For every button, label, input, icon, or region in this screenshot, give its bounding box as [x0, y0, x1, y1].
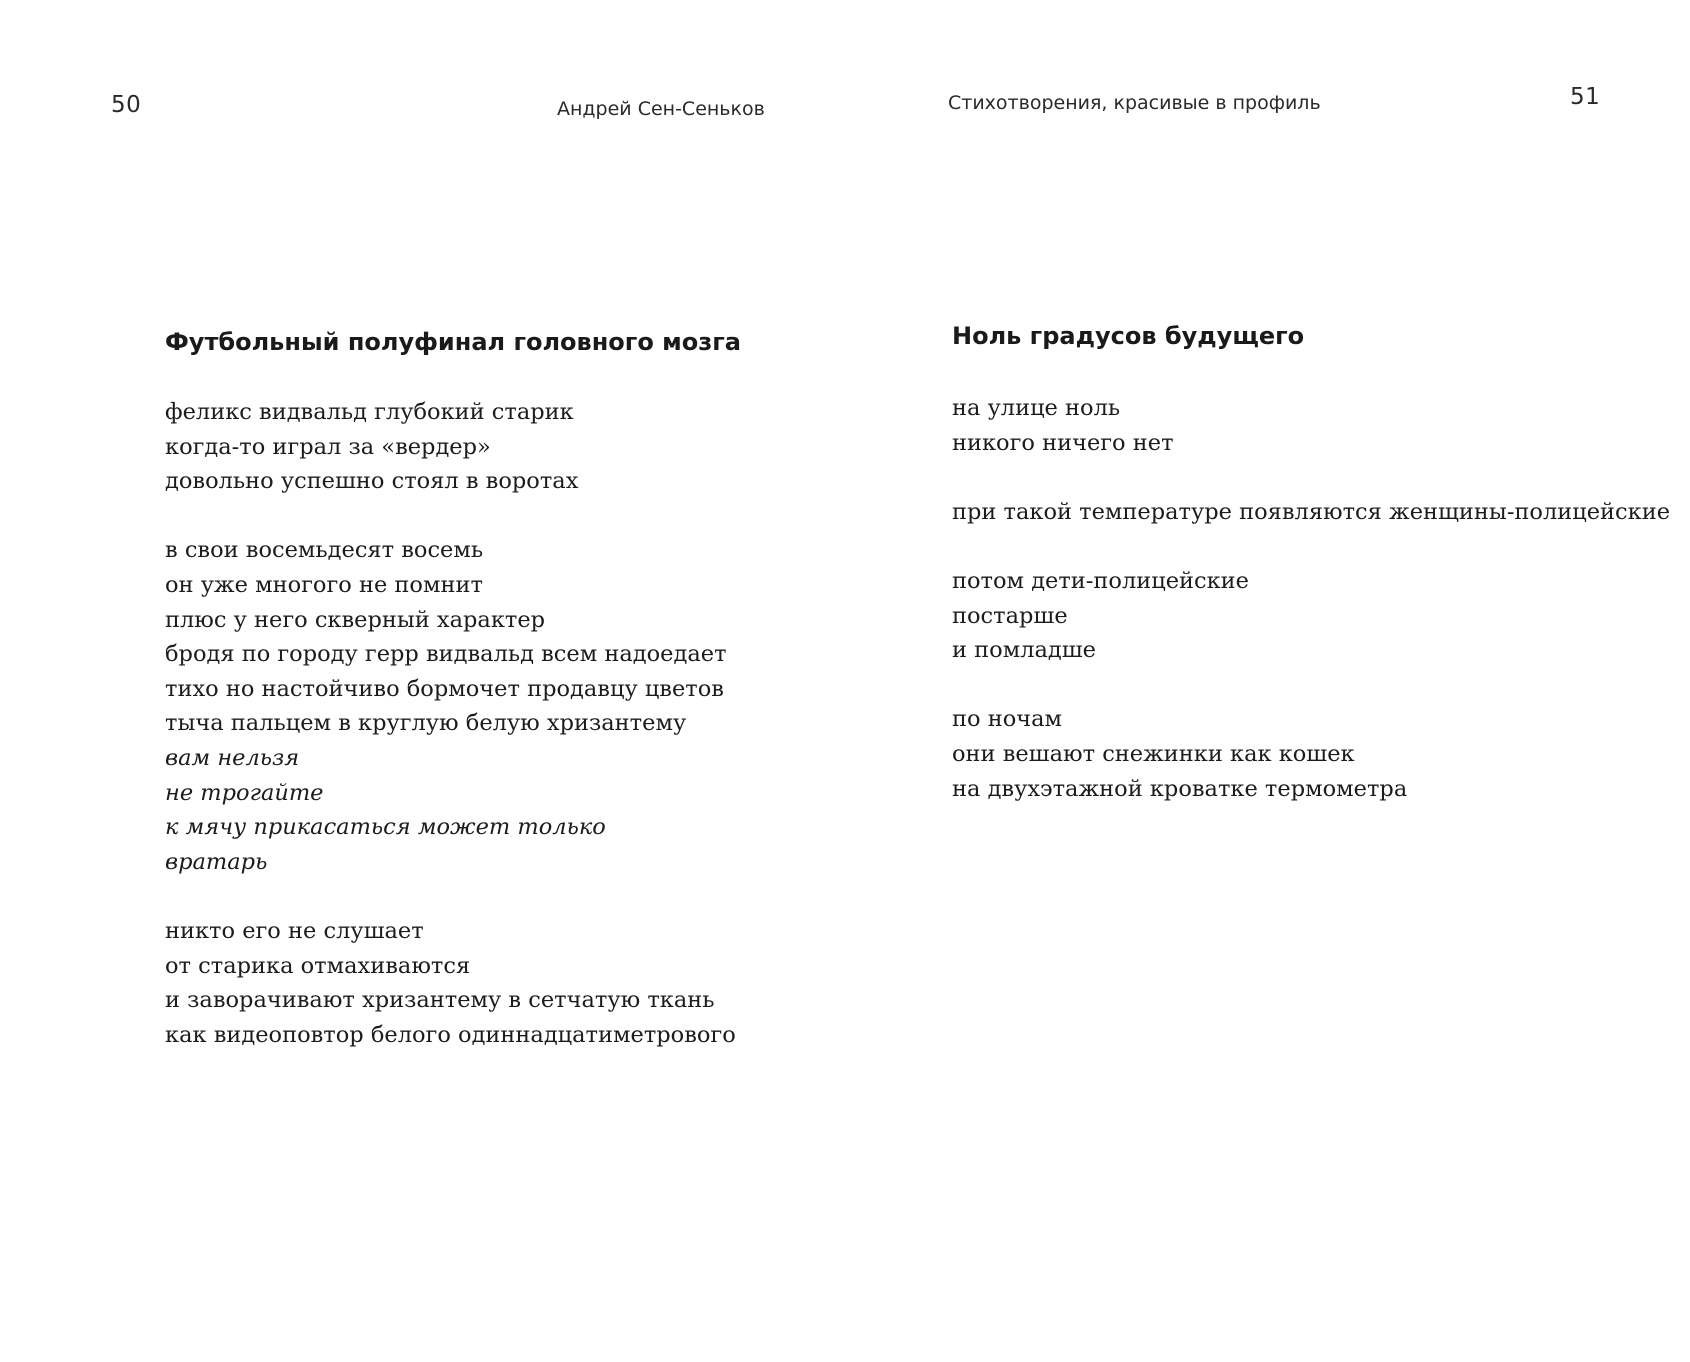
page-number: 50 — [111, 92, 142, 118]
poem-body — [165, 395, 825, 1052]
poem-line: как видеоповтор белого одиннадцатиметрового — [165, 1021, 736, 1048]
poem-line: никто его не слушает — [165, 917, 424, 944]
poem-line: довольно успешно стоял в воротах — [165, 468, 579, 495]
running-head-book-title: Стихотворения, красивые в профиль — [948, 92, 1321, 114]
stanza — [165, 533, 825, 879]
stanza — [952, 564, 1687, 668]
poem-line: на двухэтажной кроватке термометра — [952, 775, 1408, 802]
stanza — [165, 914, 825, 1052]
poem-line: тихо но настойчиво бормочет продавцу цветов — [165, 675, 724, 702]
poem-line: бродя по городу герр видвальд всем надоедает — [165, 641, 727, 668]
poem-line: тыча пальцем в круглую белую хризантему — [165, 710, 687, 737]
page-number: 51 — [1570, 84, 1601, 110]
poem-line: феликс видвальд глубокий старик — [165, 399, 574, 425]
poem-line: потом дети-полицейские — [952, 567, 1249, 594]
poem-line: и заворачивают хризантему в сетчатую ткань — [165, 987, 715, 1014]
poem-line: в свои восемьдесят восемь — [165, 537, 484, 564]
stanza — [952, 702, 1687, 806]
poem-line: вам нельзя — [165, 744, 300, 771]
stanza — [952, 495, 1687, 530]
poem-line: при такой температуре появляются женщины-полицейские — [952, 498, 1671, 525]
poem-title: Ноль градусов будущего — [952, 322, 1305, 350]
poem-line: по ночам — [952, 706, 1063, 733]
stanza — [165, 395, 825, 499]
poem-line: не трогайте — [165, 779, 324, 806]
poem-line: к мячу прикасаться может только — [165, 814, 606, 841]
poem-line: от старика отмахиваются — [165, 952, 471, 979]
running-head-author: Андрей Сен-Сеньков — [557, 98, 765, 120]
poem-line: они вешают снежинки как кошек — [952, 740, 1355, 767]
poem-line: вратарь — [165, 848, 268, 875]
poem-line: на улице ноль — [952, 395, 1121, 421]
poem-line: постарше — [952, 602, 1068, 629]
poem-line: он уже многого не помнит — [165, 571, 483, 598]
poem-line: плюс у него скверный характер — [165, 606, 546, 633]
poem-line: и помладше — [952, 637, 1096, 664]
poem-body — [952, 391, 1687, 806]
poem-line: никого ничего нет — [952, 429, 1174, 456]
stanza — [952, 391, 1687, 460]
right-page — [845, 0, 1690, 1362]
poem-title: Футбольный полуфинал головного мозга — [165, 328, 741, 356]
poem-line: когда-то играл за «вердер» — [165, 433, 491, 460]
